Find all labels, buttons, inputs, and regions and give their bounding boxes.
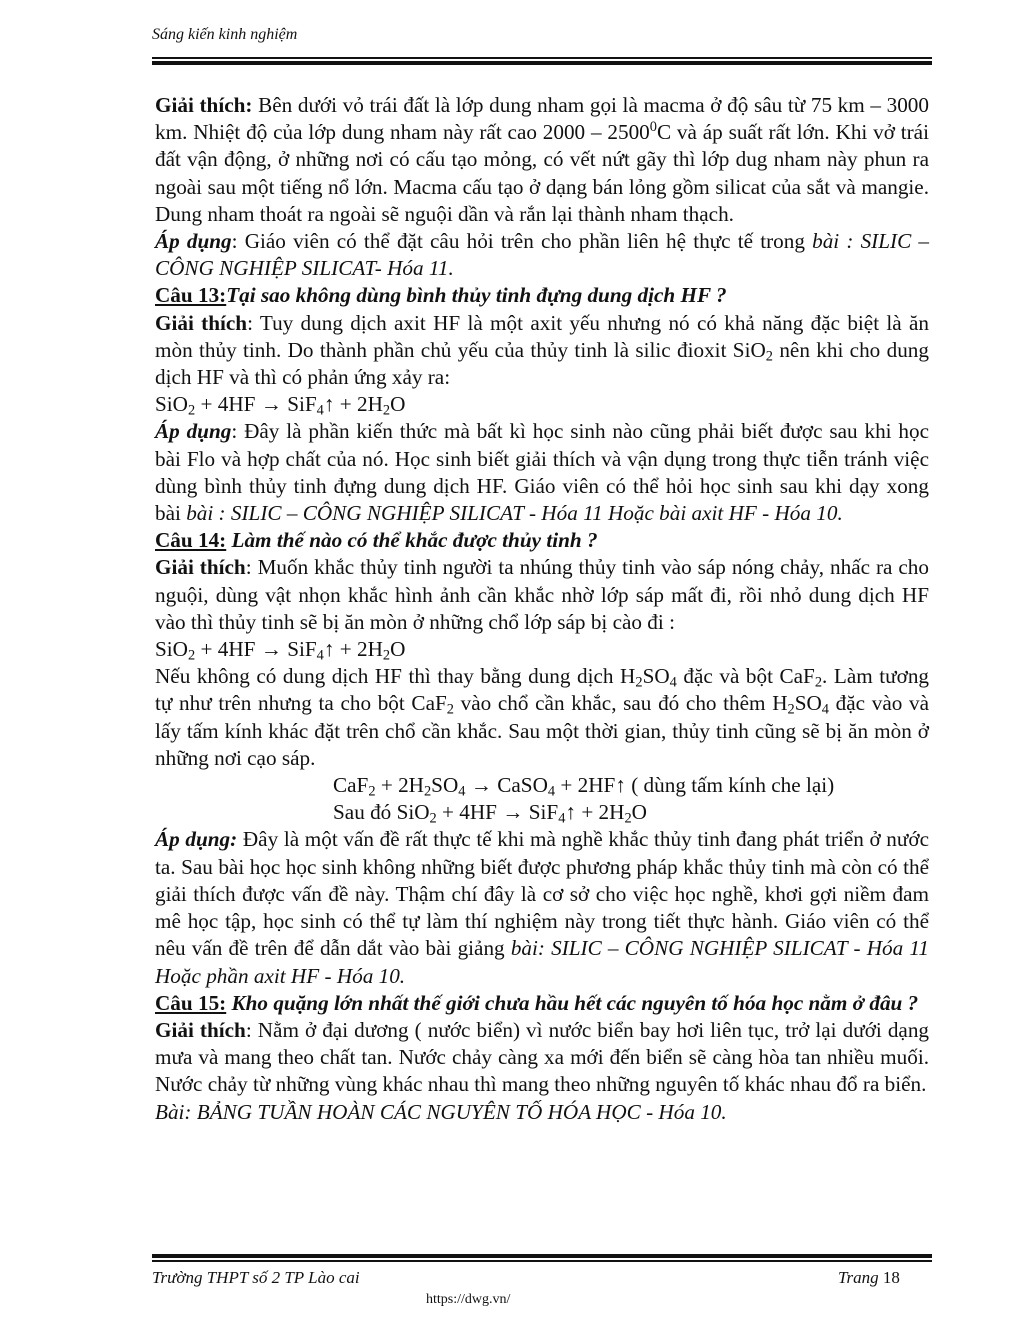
subscript: 2 bbox=[187, 402, 196, 419]
text: O bbox=[390, 392, 406, 417]
paragraph-application-2 bbox=[155, 418, 929, 527]
text: ↑ + 2H bbox=[565, 800, 625, 825]
page-word: Trang bbox=[838, 1268, 879, 1287]
subscript: 4 bbox=[669, 674, 677, 691]
footer-rule-thin bbox=[152, 1260, 932, 1262]
text: ↑ + 2H bbox=[323, 392, 383, 417]
subscript: 2 bbox=[814, 674, 823, 691]
footer-url-link[interactable]: https://dwg.vn/ bbox=[426, 1292, 511, 1307]
text: CaF bbox=[333, 773, 369, 798]
text: SiO bbox=[155, 392, 188, 417]
label-giai-thich: Giải thích bbox=[155, 555, 246, 580]
text: Nếu không có dung dịch HF thì thay bằng dung dịch H bbox=[155, 664, 636, 689]
text: + 2HF↑ ( dùng tấm kính che lại) bbox=[555, 773, 835, 798]
subscript: 2 bbox=[787, 702, 795, 719]
text: → CaSO bbox=[465, 773, 548, 798]
label-giai-thich: Giải thích bbox=[155, 1017, 246, 1042]
subscript: 2 bbox=[382, 647, 391, 664]
text: + 4HF → SiF bbox=[436, 800, 559, 825]
question-text: Kho quặng lớn nhất thế giới chưa hầu hết các nguyên tố hóa học nằm ở đâu ? bbox=[226, 990, 919, 1015]
question-label: Câu 14: bbox=[155, 528, 227, 553]
question-label: Câu 15: bbox=[155, 990, 227, 1015]
text: O bbox=[631, 800, 647, 825]
header-title: Sáng kiến kinh nghiệm bbox=[152, 26, 298, 43]
text: vào chổ cần khắc, sau đó cho thêm H bbox=[453, 691, 788, 716]
subscript: 2 bbox=[423, 783, 432, 800]
text: SO bbox=[794, 691, 822, 716]
paragraph-lesson-reference: Bài: BẢNG TUẦN HOÀN CÁC NGUYÊN TỐ HÓA HỌC - Hóa 10. bbox=[155, 1099, 727, 1124]
subscript: 4 bbox=[316, 647, 324, 664]
label-giai-thich: Giải thích bbox=[155, 310, 248, 335]
question-15 bbox=[155, 990, 929, 1017]
text: + 4HF → SiF bbox=[195, 637, 317, 662]
equation-1 bbox=[155, 391, 929, 418]
page-number: 18 bbox=[882, 1268, 900, 1287]
question-13 bbox=[155, 282, 929, 309]
equation-2 bbox=[155, 636, 929, 663]
footer-rule-thick bbox=[152, 1254, 932, 1258]
subscript: 4 bbox=[821, 702, 829, 719]
text: ↑ + 2H bbox=[323, 637, 383, 662]
text: . Làm tương tự như trên nhưng ta cho bột CaF bbox=[155, 664, 930, 716]
text: C và áp suất rất lớn. Khi vở trái đất vận động, ở những nơi có cấu tạo mỏng, có vết nứt gãy thì lớp dug nham này phun ra ngoài sau một tiếng nổ lớn. Macma cấu tạo ở dạng bán lỏng gồm silicat của sắt và mangie. Dung nham thoát ra ngoài sẽ nguội dần và rắn lại thành nham thạch. bbox=[155, 120, 929, 226]
text: đặc và bột CaF bbox=[676, 664, 815, 689]
text: : Đây là phần kiến thức mà bất kì học sinh nào cũng phải biết được sau khi học bài Flo và hợp chất của nó. Học sinh biết giải thích và vận dụng trong thực tiễn tránh việc dùng bình thủy tinh đựng dung dịch HF. Giáo viên có thể hỏi học sinh sau khi dạy xong bài bbox=[155, 419, 929, 526]
subscript: 2 bbox=[624, 810, 632, 827]
subscript: 2 bbox=[368, 783, 376, 800]
text: : SILIC – CÔNG NGHIỆP SILICAT- Hóa 11. bbox=[155, 229, 929, 281]
text: Bên dưới vỏ trái đất là lớp dung nham gọi là macma ở độ sâu từ 75 km – 3000 km. Nhiệt độ của lớp dung nham này rất cao 2000 – 2500 bbox=[155, 93, 929, 145]
subscript: 2 bbox=[429, 810, 437, 827]
text: : Muốn khắc thủy tinh người ta nhúng thủy tinh vào sáp nóng chảy, nhấc ra cho nguội, dùng vật nhọn khắc hình ảnh cần khắc nhờ lớp sáp mất đi, rồi nhỏ dung dịch HF vào thì thủy tinh sẽ bị ăn mòn ở những chổ lớp sáp bị cào đi : bbox=[155, 555, 929, 634]
text: : SILIC – CÔNG NGHIỆP SILICAT - Hóa 11 Hoặc phần axit HF - Hóa 10. bbox=[155, 936, 929, 988]
footer-page bbox=[838, 1268, 900, 1288]
question-label: Câu 13: bbox=[155, 283, 227, 308]
subscript: 4 bbox=[458, 783, 466, 800]
text: bài bbox=[812, 229, 840, 254]
subscript: 2 bbox=[382, 402, 391, 419]
paragraph-explanation-4 bbox=[155, 1017, 929, 1099]
paragraph-alternative bbox=[155, 663, 929, 772]
text: : Nằm ở đại dương ( nước biển) vì nước biển bay hơi liên tục, trở lại dưới dạng mưa và mang theo chất tan. Nước chảy càng xa mới đến biển sẽ càng hòa tan nhiều muối. Nước chảy từ những vùng khác nhau thì mang theo những nguyên tố khác nhau đổ ra biển. bbox=[155, 1017, 930, 1097]
subscript: 4 bbox=[547, 783, 556, 800]
paragraph-explanation-1 bbox=[155, 92, 929, 228]
superscript: 0 bbox=[649, 119, 657, 136]
label-ap-dung: Áp dụng bbox=[155, 419, 232, 444]
label-ap-dung: Áp dụng bbox=[155, 229, 232, 254]
text: + 2H bbox=[375, 773, 424, 798]
equation-4 bbox=[155, 799, 929, 826]
paragraph-application-3 bbox=[155, 826, 929, 989]
question-14 bbox=[155, 527, 929, 554]
label-ap-dung: Áp dụng: bbox=[155, 827, 238, 852]
subscript: 4 bbox=[558, 810, 566, 827]
equation-3 bbox=[155, 772, 929, 799]
subscript: 2 bbox=[635, 674, 643, 691]
text: đặc vào và lấy tấm kính khác đặt trên chổ cần khắc. Sau một thời gian, thủy tinh cũng sẽ bị ăn mòn ở những nơi cạo sáp. bbox=[155, 691, 929, 770]
text: bài : SILIC – CÔNG NGHIỆP SILICAT - Hóa 11 Hoặc bài axit HF - Hóa 10. bbox=[186, 501, 843, 526]
subscript: 2 bbox=[446, 702, 454, 719]
text: Đây là một vấn đề rất thực tế khi mà nghề khắc thủy tinh đang phát triển ở nước ta. Sau bài học học sinh không những biết được phương pháp khắc thủy tinh mà còn có thể giải thích được vấn đề này. Thậm chí đây là cơ sở cho việc học nghề, khơi gợi niềm đam mê học tập, học sinh có thể tự làm thí nghiệm này trong tiết thực hành. Giáo viên có thể nêu vấn đề trên để dẫn dắt vào bài giảng bbox=[155, 827, 929, 961]
text: bài bbox=[510, 936, 538, 961]
text: SiO bbox=[155, 637, 188, 662]
header-rule-thin bbox=[152, 57, 932, 59]
paragraph-explanation-2 bbox=[155, 310, 929, 392]
text: : Tuy dung dịch axit HF là một axit yếu nhưng nó có khả năng đặc biệt là ăn mòn thủy tinh. Do thành phần chủ yếu của thủy tinh là silic đioxit SiO bbox=[155, 310, 929, 362]
subscript: 2 bbox=[765, 348, 773, 365]
question-text: Tại sao không dùng bình thủy tinh đựng dung dịch HF ? bbox=[226, 283, 727, 308]
text: nên khi cho dung dịch HF và thì có phản ứng xảy ra: bbox=[155, 337, 929, 390]
paragraph-explanation-3 bbox=[155, 554, 929, 636]
question-text: Làm thế nào có thể khắc được thủy tinh ? bbox=[226, 528, 598, 553]
text: SO bbox=[431, 773, 459, 798]
paragraph-application-1 bbox=[155, 228, 929, 282]
label-giai-thich: Giải thích: bbox=[155, 93, 253, 117]
subscript: 4 bbox=[316, 402, 324, 419]
text: SO bbox=[642, 664, 670, 689]
text: O bbox=[390, 637, 406, 662]
header-rule-thick bbox=[152, 61, 932, 65]
subscript: 2 bbox=[187, 647, 196, 664]
footer-school: Trường THPT số 2 TP Lào cai bbox=[152, 1268, 360, 1287]
document-body bbox=[155, 92, 929, 1126]
text: : Giáo viên có thể đặt câu hỏi trên cho phần liên hệ thực tế trong bbox=[231, 229, 813, 254]
text: Sau đó SiO bbox=[333, 800, 430, 825]
text: + 4HF → SiF bbox=[195, 392, 317, 417]
